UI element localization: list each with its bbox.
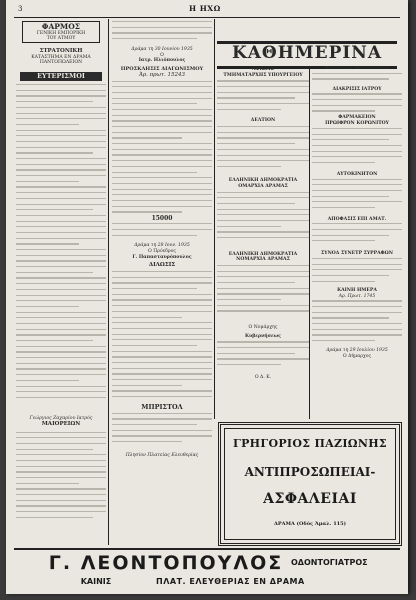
signature: Ο Πρόεδρος bbox=[148, 248, 176, 254]
signature-name: Γ. Παπασταυρόπουλος bbox=[132, 254, 192, 260]
signature: Ο Νομάρχης bbox=[248, 324, 278, 330]
article-text-block bbox=[112, 21, 212, 47]
section-heading: ΕΥΤΕΡΙΣΜΟΙ bbox=[20, 72, 102, 81]
advertiser-name: ΓΡΗΓΟΡΙΟΣ ΠΑΖΙΩΝΗΣ bbox=[233, 437, 387, 450]
banner-subtitle: ΠΛΑΤ. ΕΛΕΥΘΕΡΙΑΣ ΕΝ ΔΡΑΜΑ bbox=[156, 577, 305, 586]
date-line: Δράμα τη 28 Ιουν. 1935 bbox=[134, 243, 190, 249]
article-text-block bbox=[217, 341, 309, 375]
section-heading: ΦΑΜΑΚΟΣ ΔΡΑΜΑΤΙΚΟΣ bbox=[324, 66, 390, 71]
page-header bbox=[6, 3, 408, 17]
notice-subtitle: Άρ. πρωτ. 15243 bbox=[138, 71, 186, 78]
article-text-block bbox=[112, 271, 212, 403]
masthead-title: ΚΑΘΗΜΕΡΙΝΑ bbox=[231, 43, 383, 63]
article-text-block bbox=[217, 192, 309, 252]
article-text-block bbox=[312, 258, 402, 288]
notice-subheading: ΟΜΑΡΧΙΑ ΔΡΑΜΑΣ bbox=[238, 183, 288, 189]
ad-line: ΚΑΤΑΣΤΗΜΑ ΕΝ ΔΡΑΜΑ bbox=[31, 54, 91, 60]
advertisement-line: ΑΝΤΙΠΡΟΣΩΠΕΙΑΙ- bbox=[244, 465, 376, 479]
ad-box-line: ΓΕΝΙΚΗ ΕΜΠΟΡΙΚΗ bbox=[36, 31, 86, 36]
notice-subheading: ΝΟΜΑΡΧΙΑ ΔΡΑΜΑΣ bbox=[236, 257, 290, 263]
article-text-block bbox=[312, 223, 402, 251]
section-heading: ΑΦΙΞΕΙΣ bbox=[252, 67, 274, 72]
signature: Ο bbox=[160, 52, 164, 58]
advertisement-frame bbox=[218, 422, 402, 546]
article-text-block bbox=[312, 73, 402, 87]
section-heading: ΑΠΟΦΑΣΙΣ ΕΠΙ ΑΜΑΤ. bbox=[327, 216, 387, 222]
section-heading: ΑΥΤΟΚΙΝΗΤΟΝ bbox=[336, 171, 378, 177]
section-heading: ΦΑΡΜΑΚΕΙΟΝ bbox=[338, 115, 376, 121]
notice-subheading: Αρ. Πρωτ. 1745 bbox=[338, 293, 376, 299]
signature-name: Ιατρ. Ηλιόπουλος bbox=[138, 58, 186, 64]
banner-top-rule bbox=[14, 548, 400, 550]
ad-box-farmos bbox=[22, 21, 100, 43]
article-text-block bbox=[112, 81, 212, 216]
notice-heading: ΚΑΙΝΗ ΗΜΕΡΑ bbox=[337, 287, 377, 293]
ad-title: ΜΠΡΙΣΤΟΛ bbox=[141, 403, 183, 412]
banner-tag: ΟΔΟΝΤΟΓΙΑΤΡΟΣ bbox=[291, 558, 368, 567]
signature-line: Γεώργιος Ζαχαρίου Ιατρός bbox=[29, 416, 93, 422]
article-text-block bbox=[217, 265, 309, 325]
ad-footer-line: Πλησίον Πλατείας Ελευθερίας bbox=[125, 452, 199, 458]
banner-title: Γ. ΛΕΟΝΤΟΠΟΥΛΟΣ bbox=[48, 552, 284, 574]
notice-title: ΠΡΟΣΚΛΗΣΙΣ ΔΙΑΓΩΝΙΣΜΟΥ bbox=[120, 66, 204, 73]
article-text-block bbox=[16, 432, 106, 522]
notice-title: ΔΙΛΩΣΙΣ bbox=[148, 262, 176, 269]
header-rule bbox=[14, 17, 400, 18]
amount-value: 15000 bbox=[151, 214, 173, 222]
signature-title: ΜΑΙΟΡΕΙΩΝ bbox=[41, 420, 81, 427]
column-rule bbox=[214, 19, 215, 419]
article-text-block bbox=[217, 80, 309, 118]
column-1 bbox=[16, 19, 106, 545]
article-text-block bbox=[312, 93, 402, 115]
section-subheading: ΤΜΗΜΑΤΑΡΧΗΣ ΥΠΟΥΡΓΕΙΟΥ bbox=[223, 72, 303, 78]
section-heading: ΣΥΝΟΔ ΣΥΝΕΤΡ ΣΥΡΡΑΦΩΝ bbox=[321, 251, 393, 257]
ad-line: ΠΑΝΤΟΠΩΛΕΙΟΝ bbox=[39, 60, 83, 66]
paper-name: Η ΗΧΩ bbox=[189, 4, 221, 13]
article-text-block bbox=[217, 126, 309, 178]
notice-heading: ΕΛΛΗΝΙΚΗ ΔΗΜΟΚΡΑΤΙΑ bbox=[228, 178, 298, 184]
article-text-block bbox=[16, 84, 106, 414]
article-text-block bbox=[312, 300, 402, 348]
date-line: Δράμα τη 29 Ιουλίου 1935 bbox=[326, 348, 388, 354]
signature: Ο Δήμαρχος bbox=[342, 354, 372, 360]
column-rule bbox=[108, 19, 109, 545]
column-2 bbox=[112, 19, 212, 545]
advertisement-line: ΑΣΦΑΛΕΙΑΙ bbox=[263, 491, 357, 507]
notice-heading: ΕΛΛΗΝΙΚΗ ΔΗΜΟΚΡΑΤΙΑ bbox=[228, 251, 298, 257]
date-line: Δράμα τη 30 Ιουνίου 1935 bbox=[131, 47, 193, 52]
page-number: 3 bbox=[18, 5, 23, 13]
ad-box-line: ΤΟΥ ΑΤΜΟΥ bbox=[46, 36, 76, 41]
column-4 bbox=[312, 66, 402, 418]
column-3-left bbox=[217, 67, 309, 381]
section-heading: ΔΕΛΤΙΟΝ bbox=[250, 118, 276, 124]
ad-box-title: ΦΑΡΜΟΣ bbox=[41, 22, 81, 31]
section-heading: ΔΙΑΚΡΙΣΙΣ ΙΑΤΡΟΥ bbox=[332, 86, 382, 92]
banner-subtitle-left: ΚΑΙΝΙΣ bbox=[80, 577, 112, 586]
advertisement-footer: ΔΡΑΜΑ (Οδός Άμαλ. 115) bbox=[273, 521, 347, 527]
section-subheading: ΠΡΩΙΦΡΟΝ ΚΟΡΩΝΙΤΟΥ bbox=[325, 121, 389, 127]
article-text-block bbox=[112, 413, 212, 453]
article-text-block bbox=[312, 128, 402, 172]
article-text-block bbox=[312, 179, 402, 217]
newspaper-page bbox=[6, 0, 408, 594]
article-text-block bbox=[112, 223, 212, 243]
footer-label: Κυβερνήσεως bbox=[245, 333, 281, 339]
ad-title: ΣΤΡΑΤΟΝΙΚΗ bbox=[39, 48, 83, 54]
signature: Ο Δ. Κ. bbox=[254, 375, 272, 381]
